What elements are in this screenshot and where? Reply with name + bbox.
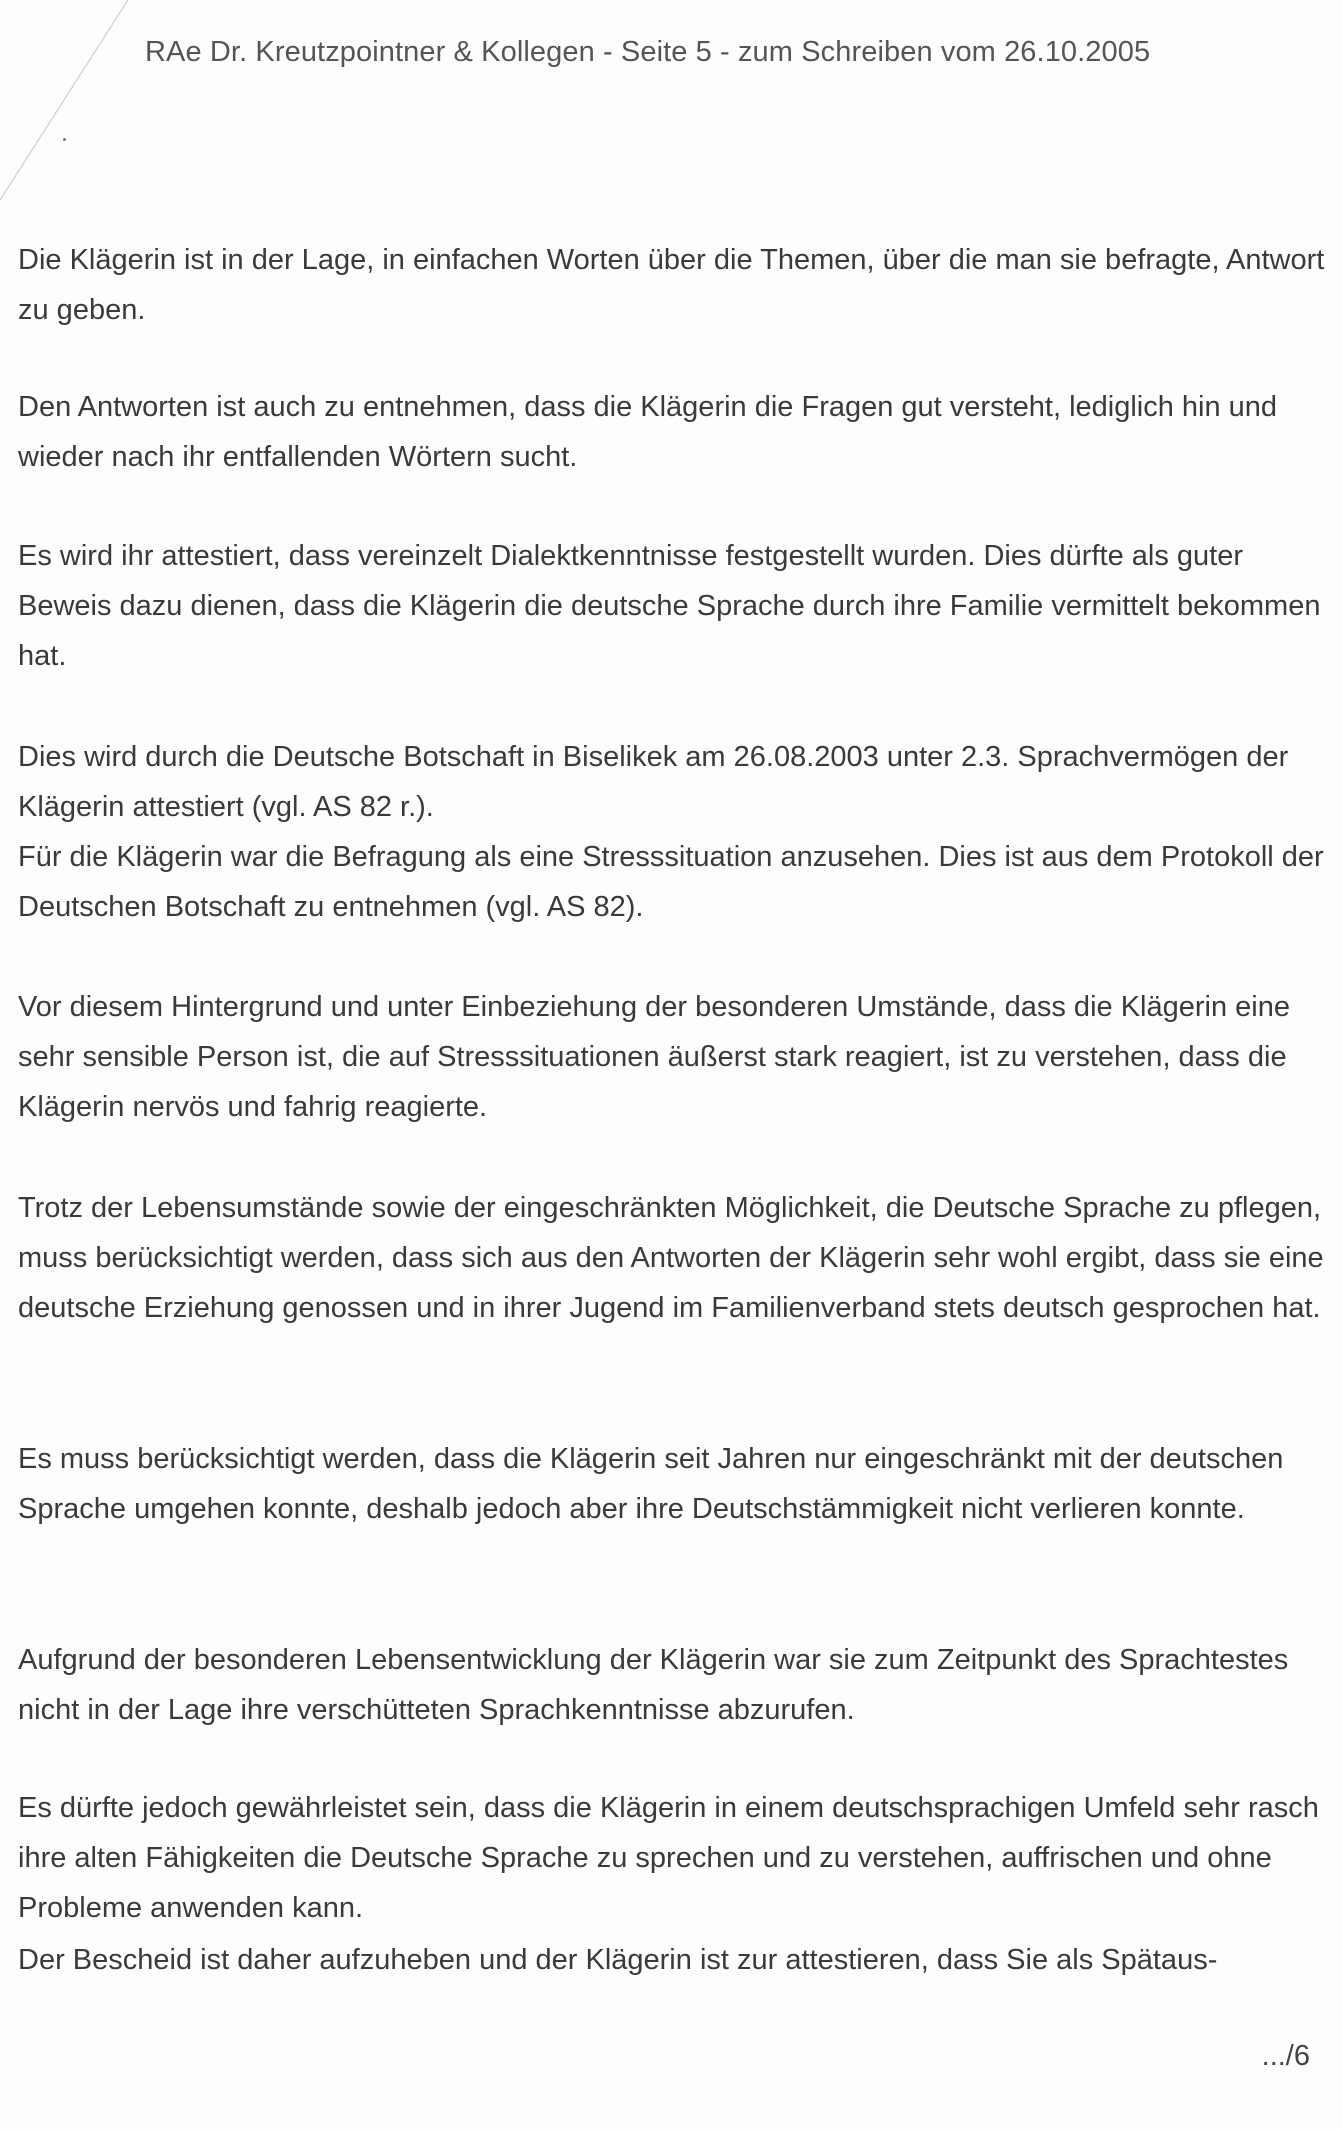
paragraph-11: Der Bescheid ist daher aufzuheben und der Klägerin ist zur attestieren, dass Sie als Spätaus- [18, 1944, 1218, 1976]
page-header: RAe Dr. Kreutzpointner & Kollegen - Seite 5 - zum Schreiben vom 26.10.2005 [145, 36, 1151, 68]
paragraph-1: Die Klägerin ist in der Lage, in einfachen Worten über die Themen, über die man sie befragte, Antwort zu geben. [18, 244, 1325, 326]
paragraph-7: Trotz der Lebensumstände sowie der eingeschränkten Möglichkeit, die Deutsche Sprache zu pflegen, muss berücksichtigt werden, dass sich aus den Antworten der Klägerin sehr wohl ergibt, dass sie eine deutsche Erziehung genossen und in ihrer Jugend im Familienverband stets deutsch gesprochen hat. [18, 1192, 1324, 1324]
scan-speck [63, 138, 66, 141]
paragraph-4: Dies wird durch die Deutsche Botschaft in Biselikek am 26.08.2003 unter 2.3. Sprachvermögen der Klägerin attestiert (vgl. AS 82 r.). [18, 741, 1289, 823]
scan-corner-mark [0, 0, 150, 240]
paragraph-5: Für die Klägerin war die Befragung als eine Stresssituation anzusehen. Dies ist aus dem Protokoll der Deutschen Botschaft zu entnehmen (vgl. AS 82). [18, 841, 1324, 923]
paragraph-3: Es wird ihr attestiert, dass vereinzelt Dialektkenntnisse festgestellt wurden. Dies dürfte als guter Beweis dazu dienen, dass die Klägerin die deutsche Sprache durch ihre Familie vermittelt bekommen hat. [18, 540, 1321, 672]
page-continuation-marker: .../6 [1261, 2040, 1310, 2072]
paragraph-2: Den Antworten ist auch zu entnehmen, dass die Klägerin die Fragen gut versteht, lediglich hin und wieder nach ihr entfallenden Wörtern sucht. [18, 391, 1278, 473]
paragraph-8: Es muss berücksichtigt werden, dass die Klägerin seit Jahren nur eingeschränkt mit der deutschen Sprache umgehen konnte, deshalb jedoch aber ihre Deutschstämmigkeit nicht verlieren konnte. [18, 1443, 1284, 1525]
paragraph-10: Es dürfte jedoch gewährleistet sein, dass die Klägerin in einem deutschsprachigen Umfeld sehr rasch ihre alten Fähigkeiten die Deutsche Sprache zu sprechen und zu verstehen, auffrischen und ohne Probleme anwenden kann. [18, 1792, 1319, 1924]
paragraph-6: Vor diesem Hintergrund und unter Einbeziehung der besonderen Umstände, dass die Klägerin eine sehr sensible Person ist, die auf Stresssituationen äußerst stark reagiert, ist zu verstehen, dass die Klägerin nervös und fahrig reagierte. [18, 991, 1290, 1123]
paragraph-9: Aufgrund der besonderen Lebensentwicklung der Klägerin war sie zum Zeitpunkt des Sprachtestes nicht in der Lage ihre verschütteten Sprachkenntnisse abzurufen. [18, 1644, 1289, 1726]
